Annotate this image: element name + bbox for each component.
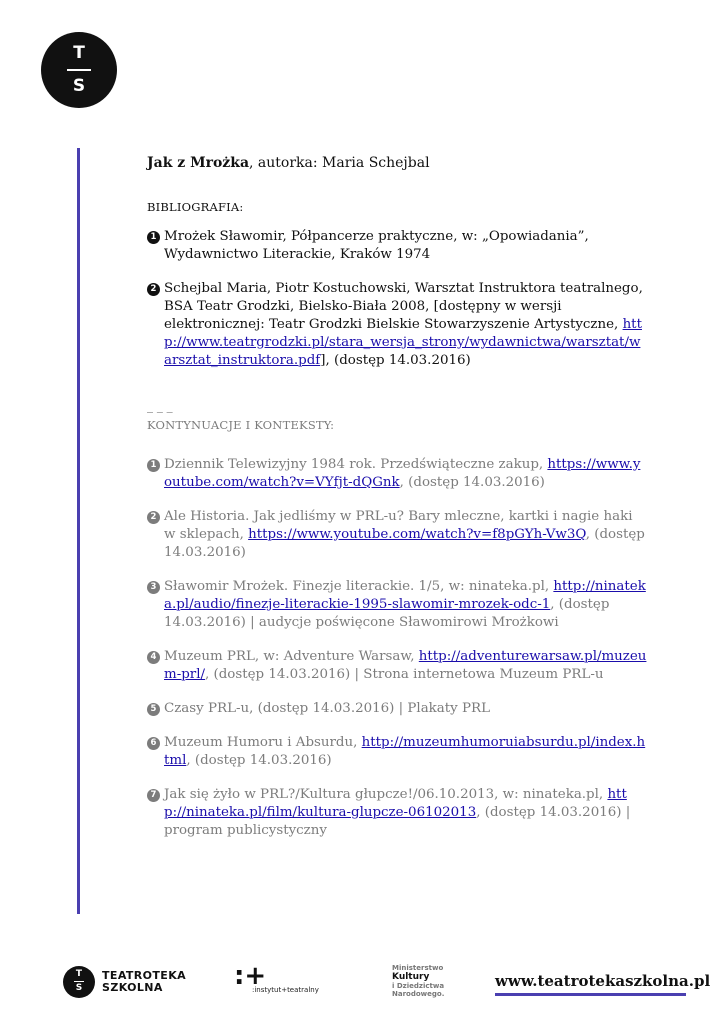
continuation-link[interactable]: http://ninateka.pl/audio/finezje-literackie-1995-slawomir-mrozek-odc-1 xyxy=(164,579,646,612)
continuation-link[interactable]: http://ninateka.pl/film/kultura-glupcze-06102013 xyxy=(164,787,627,820)
logo-divider xyxy=(67,69,91,71)
number-badge: 4 xyxy=(147,651,160,664)
continuation-text: Dziennik Telewizyjny 1984 rok. Przedświąteczne zakup, xyxy=(164,457,548,472)
continuation-item-4 xyxy=(147,648,647,684)
bibliography-item-2 xyxy=(147,280,647,370)
teatroteka-logo xyxy=(41,32,117,108)
logo-letter-t: T xyxy=(73,43,85,63)
bibliography-link[interactable]: http://www.teatrgrodzki.pl/stara_wersja_strony/wydawnictwa/warsztat/warsztat_instruktora.pdf xyxy=(164,317,642,368)
footer-logo-letter-s: S xyxy=(75,983,83,993)
ministry-line4: Narodowego. xyxy=(392,990,445,998)
separator: _ _ _ xyxy=(147,399,173,413)
bibliography-heading: BIBLIOGRAFIA: xyxy=(147,200,244,214)
continuation-text: Czasy PRL-u, (dostęp 14.03.2016) | Plakaty PRL xyxy=(164,701,490,716)
continuation-item-6 xyxy=(147,734,647,770)
ministry-logo xyxy=(392,964,444,998)
number-badge: 2 xyxy=(147,511,160,524)
footer-teatroteka-name xyxy=(102,970,186,994)
bibliography-text-after: ], (dostęp 14.03.2016) xyxy=(320,353,471,368)
continuation-text-after: , (dostęp 14.03.2016) | audycje poświęcone Sławomirowi Mrożkowi xyxy=(164,597,610,630)
institute-logo-text: :instytut+teatralny xyxy=(252,986,319,994)
continuation-text: Muzeum PRL, w: Adventure Warsaw, xyxy=(164,649,419,664)
continuation-text-after: , (dostęp 14.03.2016) xyxy=(186,753,332,768)
document-title xyxy=(147,154,647,172)
website-underline xyxy=(495,993,686,996)
continuations-heading: KONTYNUACJE I KONTEKSTY: xyxy=(147,418,335,432)
continuation-item-1 xyxy=(147,456,647,492)
continuation-link[interactable]: https://www.youtube.com/watch?v=VYfjt-dQGnk xyxy=(164,457,641,490)
continuation-link[interactable]: https://www.youtube.com/watch?v=f8pGYh-Vw3Q xyxy=(248,527,586,542)
continuations-list xyxy=(147,456,647,840)
footer-teatroteka-logo xyxy=(63,966,95,998)
website-url[interactable]: www.teatrotekaszkolna.pl xyxy=(495,972,711,990)
number-badge: 6 xyxy=(147,737,160,750)
continuation-link[interactable]: http://muzeumhumoruiabsurdu.pl/index.html xyxy=(164,735,646,768)
continuation-text: Ale Historia. Jak jedliśmy w PRL-u? Bary mleczne, kartki i nagie haki w sklepach, xyxy=(164,509,633,542)
number-badge: 1 xyxy=(147,459,160,472)
footer xyxy=(0,960,724,1010)
footer-teatroteka-line1: TEATROTEKA xyxy=(102,969,187,982)
institute-logo-mark: :+ xyxy=(234,961,267,991)
number-badge: 3 xyxy=(147,581,160,594)
number-badge: 5 xyxy=(147,703,160,716)
number-badge: 7 xyxy=(147,789,160,802)
continuation-text-after: , (dostęp 14.03.2016) xyxy=(399,475,545,490)
document-body xyxy=(147,154,647,856)
footer-logo-divider xyxy=(74,981,84,982)
continuation-text-after: , (dostęp 14.03.2016) | program publicystyczny xyxy=(164,805,631,838)
continuation-text-after: , (dostęp 14.03.2016) xyxy=(164,527,645,560)
number-badge: 2 xyxy=(147,283,160,296)
footer-teatroteka-line2: SZKOLNA xyxy=(102,981,163,994)
ministry-line3: i Dziedzictwa xyxy=(392,982,445,990)
title-author: , autorka: Maria Schejbal xyxy=(249,155,430,171)
continuation-item-5 xyxy=(147,700,647,718)
continuation-text-after: , (dostęp 14.03.2016) | Strona internetowa Muzeum PRL-u xyxy=(205,667,604,682)
logo-letter-s: S xyxy=(72,76,86,96)
ministry-line1: Ministerstwo xyxy=(392,964,444,972)
ministry-line2: Kultury xyxy=(392,972,430,982)
continuation-link[interactable]: http://adventurewarsaw.pl/muzeum-prl/ xyxy=(164,649,647,682)
bibliography-text: Mrożek Sławomir, Półpancerze praktyczne, w: „Opowiadania”, Wydawnictwo Literackie, Kraków 1974 xyxy=(164,229,589,262)
continuation-item-7 xyxy=(147,786,647,840)
continuation-text: Sławomir Mrożek. Finezje literackie. 1/5, w: ninateka.pl, xyxy=(164,579,554,594)
number-badge: 1 xyxy=(147,231,160,244)
title-bold: Jak z Mrożka xyxy=(147,155,250,171)
bibliography-text: Schejbal Maria, Piotr Kostuchowski, Warsztat Instruktora teatralnego, BSA Teatr Grodzki, Bielsko-Biała 2008, [dostępny w wersji elektronicznej: Teatr Grodzki Bielskie Stowarzyszenie Artystyczne, xyxy=(164,281,643,332)
continuation-text: Muzeum Humoru i Absurdu, xyxy=(164,735,362,750)
footer-logo-letter-t: T xyxy=(75,969,83,979)
continuation-text: Jak się żyło w PRL?/Kultura głupcze!/06.10.2013, w: ninateka.pl, xyxy=(164,787,608,802)
continuation-item-3 xyxy=(147,578,647,632)
accent-vertical-line xyxy=(77,148,80,914)
continuation-item-2 xyxy=(147,508,647,562)
bibliography-item-1 xyxy=(147,228,647,264)
